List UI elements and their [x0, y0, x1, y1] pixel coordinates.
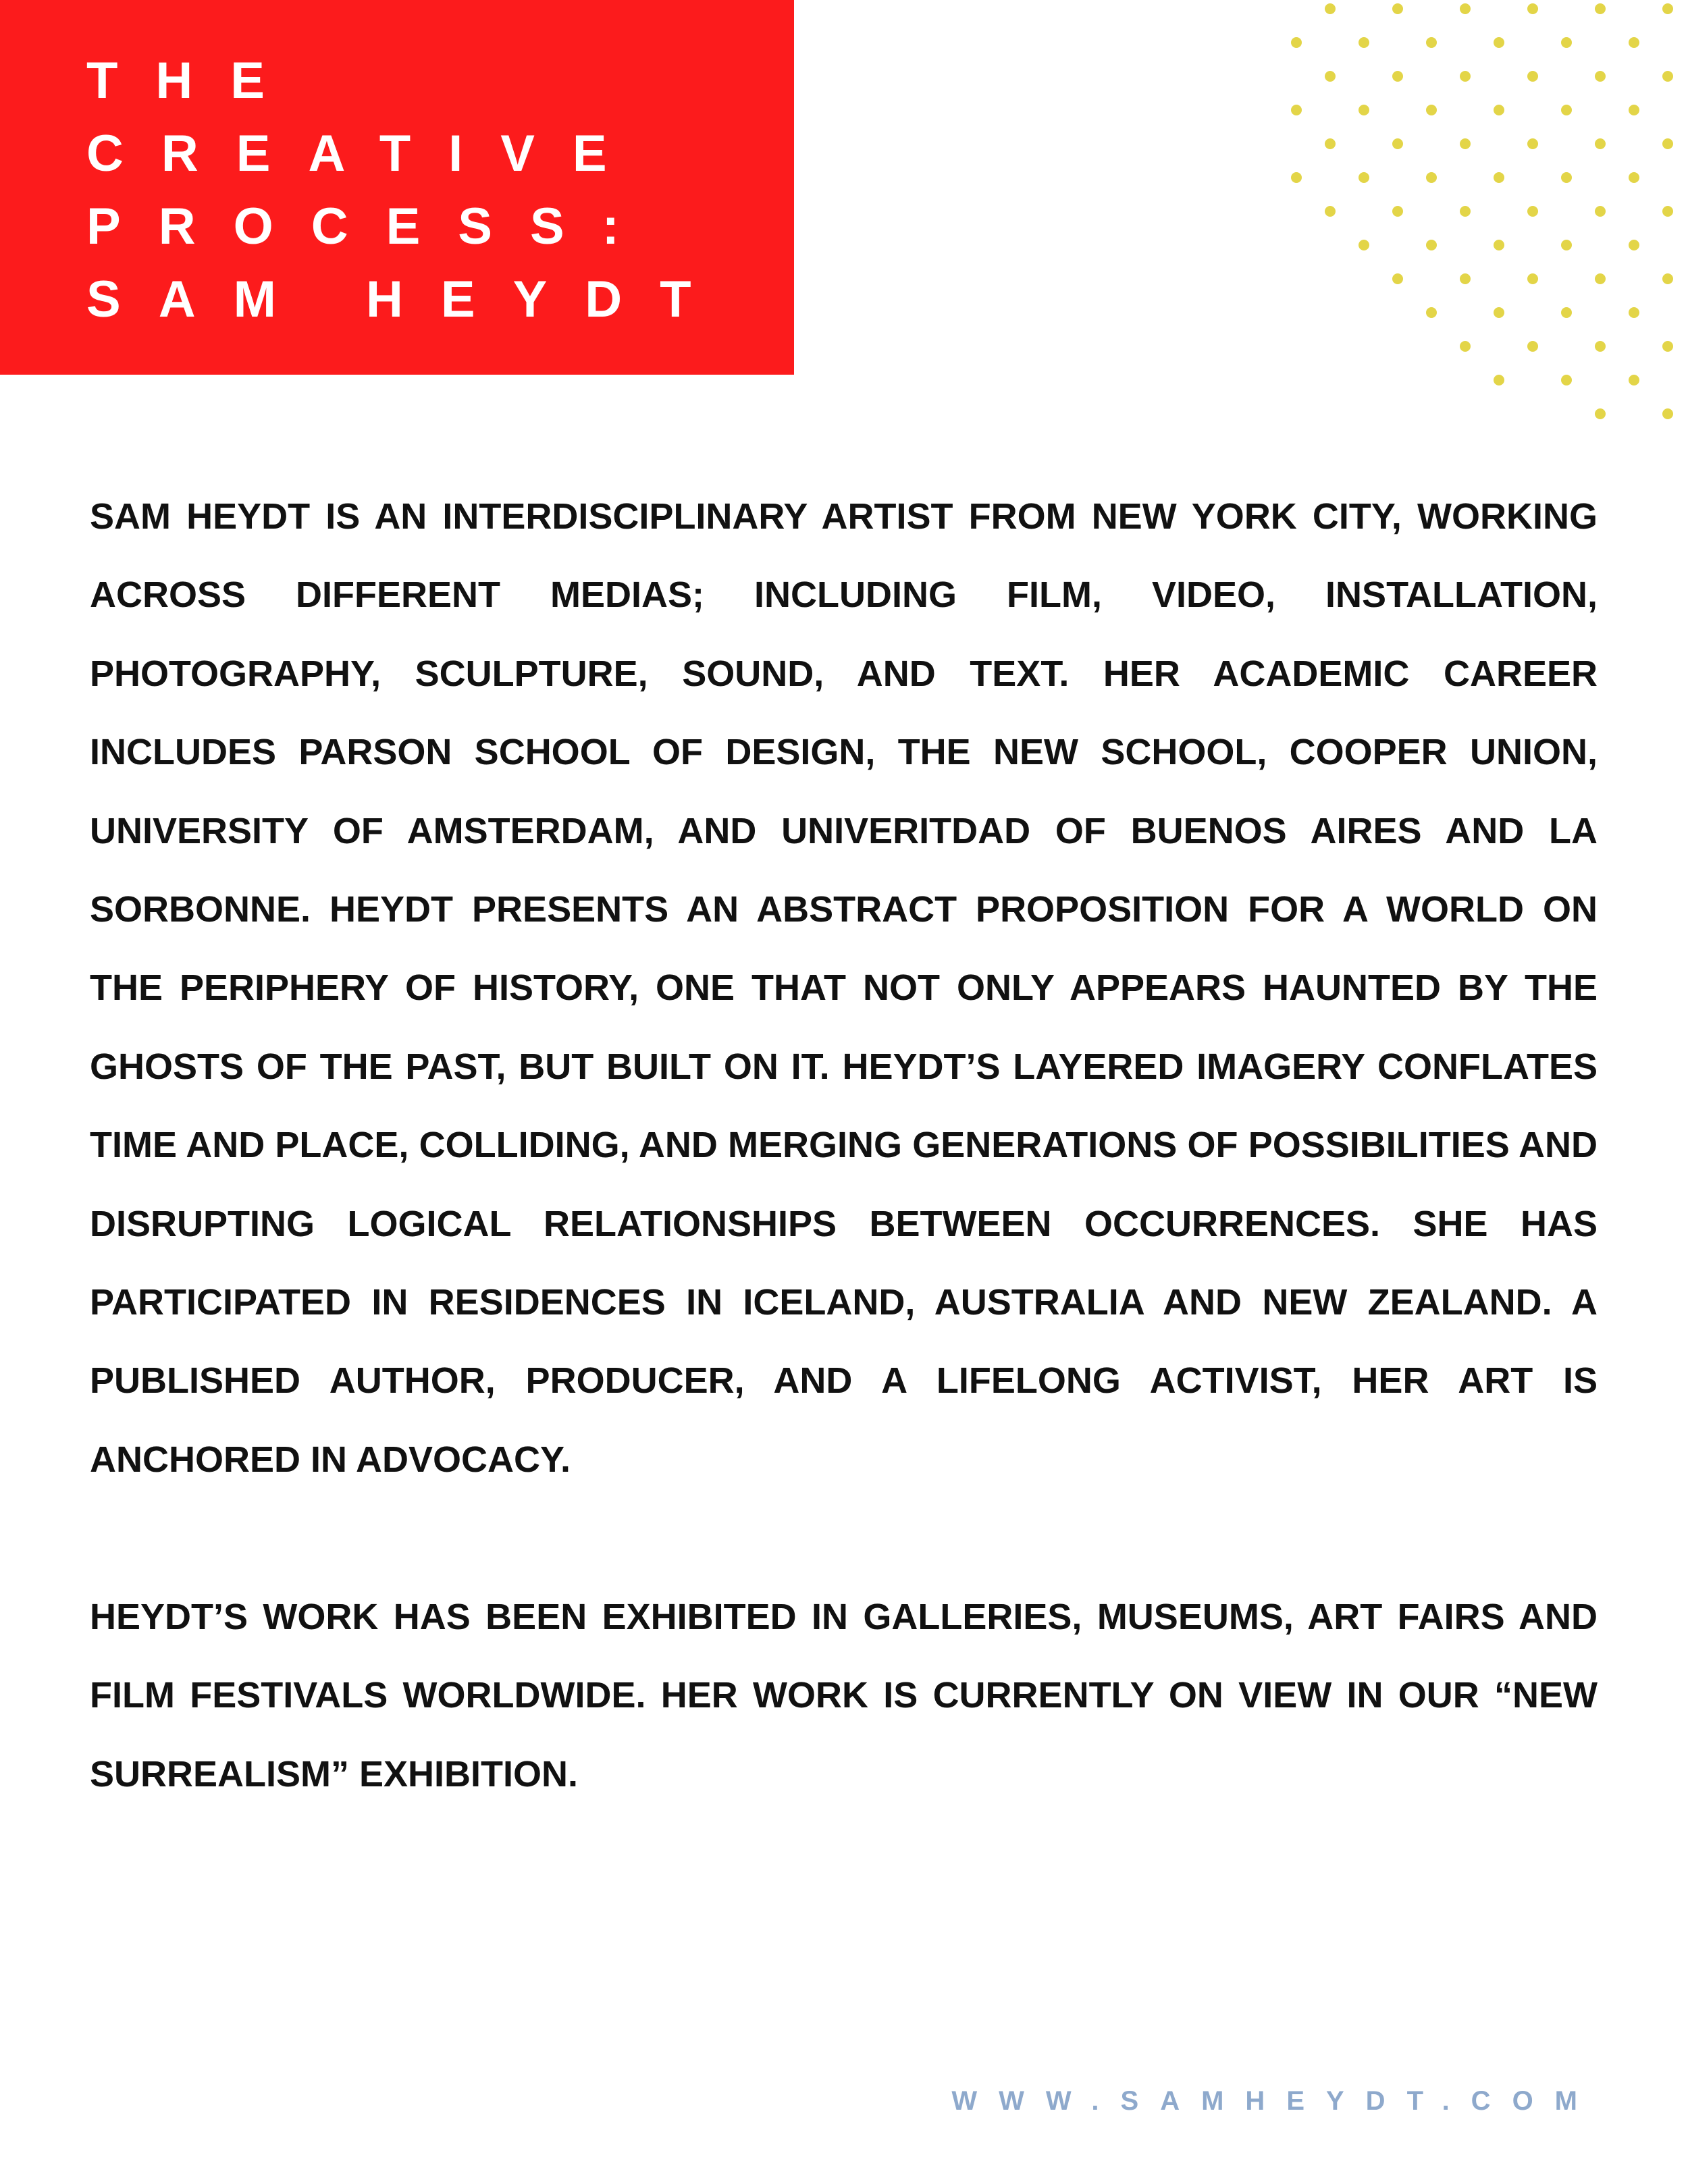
dot	[1291, 105, 1302, 115]
title-line-3: PROCESS:	[86, 198, 657, 255]
dot	[1629, 105, 1639, 115]
dot	[1325, 138, 1336, 149]
dot	[1392, 273, 1403, 284]
title-line-1: THE	[86, 52, 302, 109]
dot	[1662, 138, 1673, 149]
dot	[1460, 341, 1471, 352]
dot	[1595, 408, 1606, 419]
dot	[1561, 240, 1572, 250]
dot	[1662, 273, 1673, 284]
title-block	[0, 0, 794, 375]
dot	[1561, 307, 1572, 318]
dot	[1494, 375, 1504, 385]
dot	[1426, 37, 1437, 48]
bio-paragraph-2: HEYDT’S WORK HAS BEEN EXHIBITED IN GALLERIES, MUSEUMS, ART FAIRS AND FILM FESTIVALS WORLDWIDE. HER WORK IS CURRENTLY ON VIEW IN OUR “NEW SURREALISM” EXHIBITION.	[90, 1597, 1598, 1794]
dot	[1426, 105, 1437, 115]
dot	[1494, 37, 1504, 48]
dot	[1527, 273, 1538, 284]
dot	[1291, 172, 1302, 183]
dot	[1629, 172, 1639, 183]
dot	[1629, 37, 1639, 48]
dot	[1392, 138, 1403, 149]
dot	[1662, 408, 1673, 419]
dot	[1325, 3, 1336, 14]
dot	[1527, 71, 1538, 82]
dot	[1460, 206, 1471, 217]
dot	[1561, 37, 1572, 48]
dot	[1392, 71, 1403, 82]
dot	[1494, 240, 1504, 250]
dot	[1325, 206, 1336, 217]
dot	[1527, 3, 1538, 14]
dot	[1291, 37, 1302, 48]
dot	[1460, 138, 1471, 149]
dot	[1527, 206, 1538, 217]
dot-pattern-icon	[1269, 0, 1688, 432]
dot	[1662, 3, 1673, 14]
website-link[interactable]: WWW.SAMHEYDT.COM	[951, 2086, 1599, 2116]
dot	[1494, 307, 1504, 318]
dot	[1359, 240, 1369, 250]
dot	[1629, 240, 1639, 250]
dot	[1629, 307, 1639, 318]
dot	[1595, 206, 1606, 217]
dot	[1359, 172, 1369, 183]
bio-paragraph-1: SAM HEYDT IS AN INTERDISCIPLINARY ARTIST FROM NEW YORK CITY, WORKING ACROSS DIFFERENT MEDIAS; INCLUDING FILM, VIDEO, INSTALLATION, PHOTOGRAPHY, SCULPTURE, SOUND, AND TEXT. HER ACADEMIC CAREER INCLUDES PARSON SCHOOL OF DESIGN, THE NEW SCHOOL, COOPER UNION, UNIVERSITY OF AMSTERDAM, AND UNIVERITDAD OF BUENOS AIRES AND LA SORBONNE. HEYDT PRESENTS AN ABSTRACT PROPOSITION FOR A WORLD ON THE PERIPHERY OF HISTORY, ONE THAT NOT ONLY APPEARS HAUNTED BY THE GHOSTS OF THE PAST, BUT BUILT ON IT. HEYDT’S LAYERED IMAGERY CONFLATES TIME AND PLACE, COLLIDING, AND MERGING GENERATIONS OF POSSIBILITIES AND DISRUPTING LOGICAL RELATIONSHIPS BETWEEN OCCURRENCES. SHE HAS PARTICIPATED IN RESIDENCES IN ICELAND, AUSTRALIA AND NEW ZEALAND. A PUBLISHED AUTHOR, PRODUCER, AND A LIFELONG ACTIVIST, HER ART IS ANCHORED IN ADVOCACY.	[90, 496, 1598, 1480]
dot	[1595, 3, 1606, 14]
dot	[1426, 307, 1437, 318]
dot	[1359, 105, 1369, 115]
dot	[1561, 105, 1572, 115]
title-line-4: SAM HEYDT	[86, 271, 729, 328]
dot	[1662, 341, 1673, 352]
dot	[1595, 138, 1606, 149]
dot	[1392, 3, 1403, 14]
dot	[1460, 273, 1471, 284]
dot	[1561, 375, 1572, 385]
dot	[1561, 172, 1572, 183]
dot	[1359, 37, 1369, 48]
dot	[1595, 273, 1606, 284]
title-line-2: CREATIVE	[86, 125, 645, 182]
dot	[1629, 375, 1639, 385]
dot	[1527, 138, 1538, 149]
dot	[1595, 71, 1606, 82]
dot	[1595, 341, 1606, 352]
dot	[1494, 172, 1504, 183]
dot	[1460, 71, 1471, 82]
dot	[1460, 3, 1471, 14]
dot	[1662, 206, 1673, 217]
dot	[1392, 206, 1403, 217]
dot	[1325, 71, 1336, 82]
dot	[1527, 341, 1538, 352]
dot	[1494, 105, 1504, 115]
dot	[1662, 71, 1673, 82]
dot	[1426, 172, 1437, 183]
dot	[1426, 240, 1437, 250]
